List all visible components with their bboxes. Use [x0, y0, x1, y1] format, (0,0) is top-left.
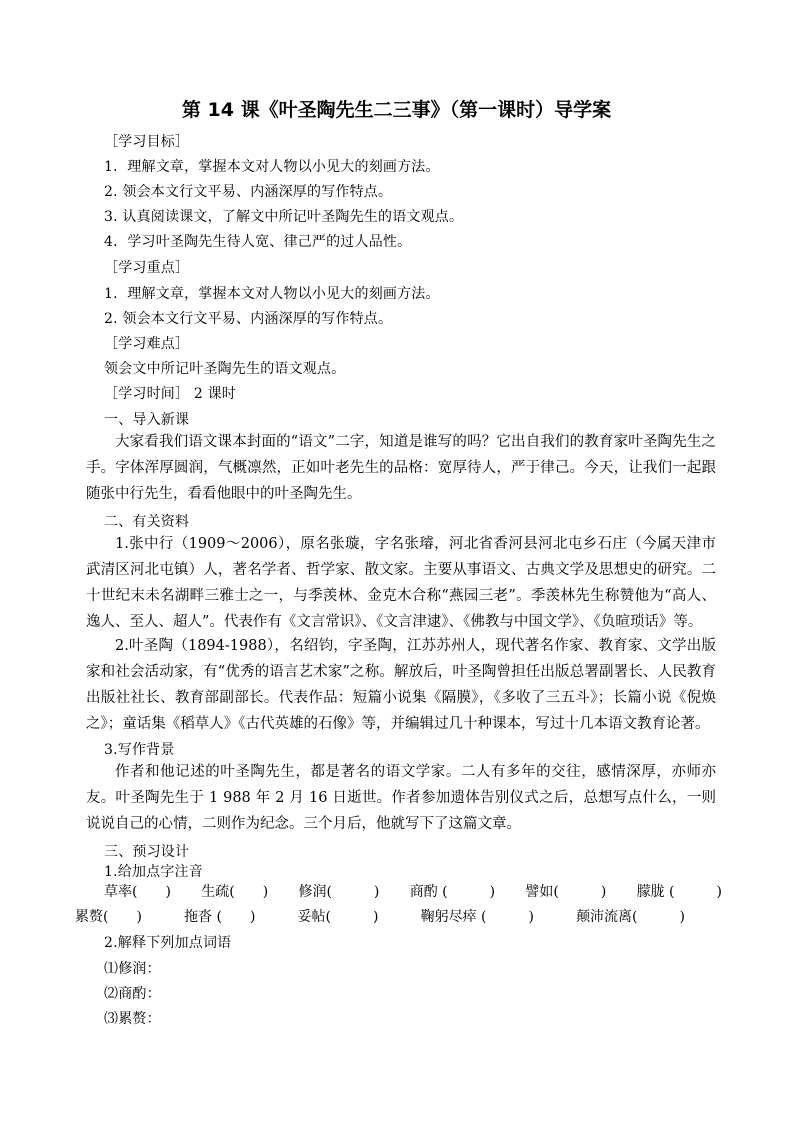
- key-points-label: ［学习重点］: [104, 260, 190, 276]
- pronunciation-item: 妥帖( ): [297, 909, 379, 925]
- pronunciation-item: 譬如( ): [525, 884, 607, 900]
- section-1-text: 大家看我们语文课本封面的“语文”二字，知道是谁写的吗？它出自我们的教育家叶圣陶先生之手。字体浑厚圆润，气概凛然，正如叶老先生的品格：宽厚待人，严于律己。今天，让我们一起跟随张中行先生，看看他眼中的叶圣陶先生。: [86, 434, 716, 502]
- pronunciation-item: 拖沓 ( ): [184, 909, 256, 925]
- pronunciation-item: 累赘( ): [75, 909, 142, 925]
- ye-shengtao-bio-paragraph: 2.叶圣陶（1894-1988），名绍钧，字圣陶，江苏苏州人，现代著名作家、教育家、文学出版家和社会活动家，有“优秀的语言艺术家”之称。解放后，叶圣陶曾担任出版总署副署长、人民教育出版社社长、教育部副部长。代表作品：短篇小说集《隔膜》，《多收了三五斗》；长篇小说《倪焕之》；童话集《稻草人》《古代英雄的石像》等，并编辑过几十种课本，写过十几本语文教育论著。: [86, 638, 716, 732]
- pronunciation-row-2: [75, 906, 685, 926]
- pronunciation-item: 朦胧 ( ): [636, 884, 722, 900]
- writing-background-text: 作者和他记述的叶圣陶先生，都是著名的语文学家。二人有多年的交往，感情深厚，亦师亦友。叶圣陶先生于 1 988 年 2 月 16 日逝世。作者参加遗体告别仪式之后，总想写点什么，一则说说自己的心情，二则作为纪念。三个月后，他就写下了这篇文章。: [86, 764, 716, 832]
- vocabulary-item-1: ⑴修润：: [104, 961, 161, 977]
- pronunciation-row-1: [104, 881, 722, 901]
- difficulty-text: 领会文中所记叶圣陶先生的语文观点。: [104, 361, 346, 377]
- objective-item-1: 1．理解文章，掌握本文对人物以小见大的刻画方法。: [104, 159, 440, 175]
- section-1-heading: 一、导入新课: [104, 412, 190, 428]
- writing-background-heading: 3.写作背景: [104, 742, 175, 758]
- objective-item-4: 4．学习叶圣陶先生待人宽、律己严的过人品性。: [104, 234, 412, 250]
- page-title: 第 14 课《叶圣陶先生二三事》（第一课时）导学案: [181, 99, 612, 121]
- pronunciation-item: 修润( ): [298, 884, 380, 900]
- pronunciation-item: 草率( ): [104, 884, 171, 900]
- vocabulary-item-3: ⑶累赘：: [104, 1011, 161, 1027]
- key-point-item-1: 1．理解文章，掌握本文对人物以小见大的刻画方法。: [104, 286, 440, 302]
- author-bio-paragraph: 1.张中行（1909～2006），原名张璇，字名张璿，河北省香河县河北屯乡石庄（今属天津市武清区河北屯镇）人，著名学者、哲学家、散文家。主要从事语文、古典文学及思想史的研究。二十世纪末未名湖畔三雅士之一，与季羡林、金克木合称“燕园三老”。季羡林先生称赞他为“高人、逸人、至人、超人”。代表作有《文言常识》、《文言津逮》、《佛教与中国文学》、《负暄琐话》等。: [86, 536, 716, 630]
- pronunciation-item: 颠沛流离( ): [576, 909, 685, 925]
- objective-item-3: 3. 认真阅读课文，了解文中所记叶圣陶先生的语文观点。: [104, 209, 464, 225]
- pronunciation-item: 生疏( ): [201, 884, 269, 900]
- vocabulary-item-2: ⑵商酌：: [104, 986, 161, 1002]
- section-2-heading: 二、有关资料: [104, 514, 190, 530]
- key-point-item-2: 2. 领会本文行文平易、内涵深厚的写作特点。: [104, 311, 393, 327]
- objective-item-2: 2. 领会本文行文平易、内涵深厚的写作特点。: [104, 184, 393, 200]
- study-time: ［学习时间］ 2 课时: [104, 386, 237, 402]
- pronunciation-item: 商酌 ( ): [409, 884, 496, 900]
- pronunciation-task-heading: 1.给加点字注音: [104, 864, 203, 880]
- section-3-heading: 三、预习设计: [104, 844, 190, 860]
- difficulty-label: ［学习难点］: [104, 336, 190, 352]
- pronunciation-item: 鞠躬尽瘁 ( ): [420, 909, 534, 925]
- objectives-label: ［学习目标］: [104, 134, 190, 150]
- vocabulary-task-heading: 2.解释下列加点词语: [104, 935, 232, 951]
